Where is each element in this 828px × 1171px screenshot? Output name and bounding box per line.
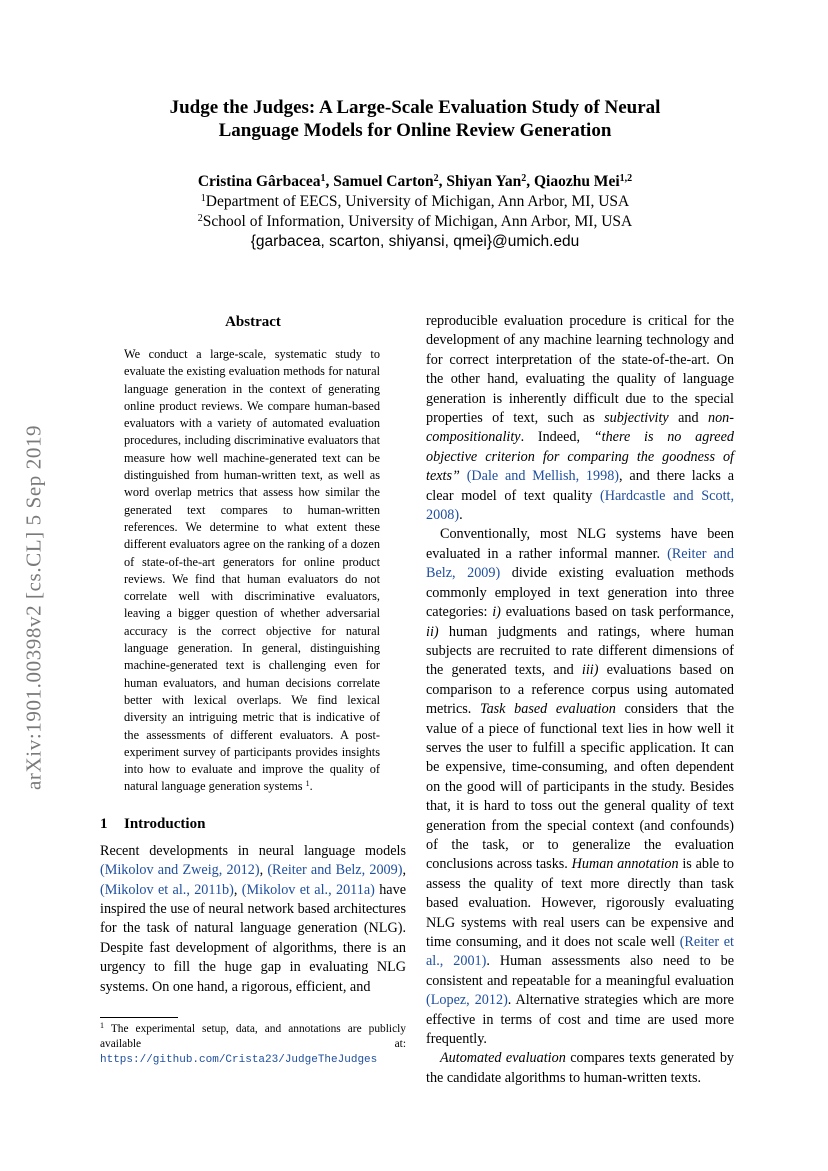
footnote-reference[interactable]: 1 (305, 779, 310, 789)
footnote-mark: 1 (100, 1021, 104, 1030)
body-text: . Human assessments also need to be consistent and repeatable for a meaningful evaluation (426, 953, 734, 989)
author-affiliation-mark: 1,2 (619, 173, 633, 184)
body-text: Recent developments in neural language models (100, 842, 406, 859)
affiliation-1-text: Department of EECS, University of Michigan, Ann Arbor, MI, USA (205, 193, 630, 210)
body-text: , (402, 862, 406, 879)
body-text: is able to assess the quality of text more directly than task based evaluation. However, rigorously evaluating NLG systems with real users can be expensive and time consuming, and it does not scale well (426, 856, 734, 950)
left-column (100, 312, 406, 997)
body-text: . (520, 429, 538, 446)
citation-link[interactable]: (Mikolov et al., 2011b) (100, 881, 234, 898)
emphasis-text: subjectivity (604, 410, 669, 427)
body-text: , (233, 881, 242, 898)
citation-link[interactable]: and Scott, 2008) (426, 487, 735, 524)
body-text: human judgments and ratings, where human subjects are recruited to rate different dimensions of the generated texts, and (426, 623, 734, 679)
author-name: Cristina Gârbacea (197, 173, 321, 190)
affiliation-2-text: School of Information, University of Michigan, Ann Arbor, MI, USA (202, 213, 633, 230)
affiliation-mark: 2 (197, 213, 203, 224)
citation-link[interactable]: (Mikolov and Zweig, 2012) (100, 862, 260, 879)
intro-paragraph-1 (100, 842, 406, 997)
abstract-text: We conduct a large-scale, systematic study to evaluate the existing evaluation methods for natural language generation in the context of generating online product reviews. We compare human-based evaluators with a variety of automated evaluation procedures, including discriminative evaluators that measure how well machine-generated text can be distinguished from human-written text, as well as word overlap metrics that assess how similar the generated text compares to human-written references. We determine to what extent these different evaluators agree on the ranking of a dozen of state-of-the-art generators for online product reviews. We find that human evaluators do not correlate well with discriminative evaluators, leaving a bigger question of whether adversarial accuracy is the correct objective for natural language generation. In general, distinguishing machine-generated text is challenging even for human evaluators, and human decisions correlate better with lexical overlaps. We find lexical diversity an intriguing metric that is indicative of the assessments of different evaluators. A post-experiment survey of participants provides insights into how to evaluate and improve the quality of natural language generation systems (124, 347, 380, 794)
author-name: Qiaozhu Mei (533, 173, 620, 190)
intro-paragraph-2 (426, 525, 734, 1049)
section-heading-introduction (100, 814, 406, 834)
author-name: Shiyan Yan (446, 173, 522, 190)
citation-link[interactable]: and Mellish, 1998) (504, 468, 620, 485)
emphasis-text: Human annotation (571, 856, 679, 873)
citation-link[interactable]: (Mikolov et al., 2011a) (241, 881, 375, 898)
body-text: considers that the value of a piece of functional text lies in how well it serves the user to fulfill a specific application. It can be expensive, time-consuming, and often dependent on the good will of participants in the study. Besides that, it is hard to toss out the general quality of text generation from the special context (and confounds) of the task, or to generalize the evaluation conclusions across tasks. (426, 701, 734, 873)
body-text: compares texts generated by the candidate algorithms to human-written texts. (426, 1050, 735, 1086)
body-text: divide existing evaluation methods commonly employed in text generation into three categories: (426, 565, 734, 621)
paper-title (100, 96, 730, 142)
author-emails[interactable]: {garbacea, scarton, shiyansi, qmei}@umich.edu (250, 233, 580, 250)
author-affiliation-mark: 1 (320, 173, 326, 184)
body-text: , (619, 468, 630, 485)
emphasis-text: “there (593, 429, 644, 446)
body-text: . Alternative strategies which are more effective in terms of cost and time are used more frequently. (426, 992, 734, 1048)
arxiv-identifier: arXiv:1901.00398v2 [cs.CL] 5 Sep 2019 (21, 424, 46, 790)
intro-paragraph-1-continued (426, 312, 734, 525)
citation-link[interactable]: (Reiter and Belz, 2009) (426, 545, 734, 582)
emphasis-text: is no agreed objective criterion for comparing the goodness of texts” (426, 429, 734, 485)
citation-link[interactable]: (Reiter et al., 2001) (426, 934, 734, 970)
body-text: have inspired the use of neural network based architectures for the task of natural language generation (NLG). Despite fast development of algorithms, there is an urgency to fill the huge gap in evaluating NLG systems. On one hand, a rigorous, efficient, and (100, 881, 406, 995)
affiliation-2 (100, 212, 730, 232)
author-name: Samuel Carton (333, 173, 434, 190)
body-text: evaluations based on comparison to a reference corpus using automated metrics. (426, 662, 734, 718)
body-text: . (459, 507, 463, 524)
footnote-divider (100, 1017, 178, 1018)
emphasis-text: iii) (581, 662, 599, 679)
citation-link[interactable]: (Dale (466, 468, 505, 485)
abstract-heading: Abstract (225, 314, 281, 330)
section-title-text: Introduction (124, 815, 206, 832)
abstract-body (124, 346, 380, 796)
affiliation-1 (100, 192, 730, 212)
footnote (100, 1022, 406, 1068)
right-column (426, 312, 734, 1088)
abstract-end: . (309, 779, 313, 794)
title-line-2: Language Models for Online Review Generation (218, 120, 612, 141)
author-affiliation-mark: 2 (433, 173, 439, 184)
citation-link[interactable]: (Reiter and Belz, 2009) (267, 862, 403, 879)
emphasis-text: Automated evaluation (440, 1050, 566, 1067)
author-block (100, 172, 730, 252)
emphasis-text: i) (492, 604, 501, 621)
emphasis-text: non-compositionality (426, 410, 734, 446)
body-text: and there lacks a clear model of text quality (426, 468, 735, 504)
body-text: evaluations based on task performance, (500, 604, 734, 621)
emphasis-text: ii) (426, 623, 439, 640)
intro-paragraph-3 (426, 1049, 734, 1088)
footnote-url-link[interactable]: https://github.com/Crista23/JudgeTheJudges (100, 1054, 378, 1066)
emphasis-text: Task based evaluation (479, 701, 616, 718)
title-line-1: Judge the Judges: A Large-Scale Evaluation Study of Neural (169, 97, 661, 118)
body-text: , (259, 862, 268, 879)
author-names: Cristina Gârbacea$^1$, Samuel Carton$^2$, Shiyan Yan$^2$, Qiaozhu Mei$^{1,2}$ (197, 173, 633, 190)
affiliation-mark: 1 (200, 193, 206, 204)
section-number: 1 (100, 815, 108, 832)
footnote-text: The experimental setup, data, and annotations are publicly available at: (100, 1023, 406, 1050)
body-text: reproducible evaluation procedure is critical for the development of any machine learning technology and for correct interpretation of the state-of-the-art. On the other hand, evaluating the quality of language generation is inherently difficult due to the special properties of text, such as (426, 313, 734, 427)
author-affiliation-mark: 2 (521, 173, 527, 184)
body-text: Indeed, (537, 429, 594, 446)
citation-link[interactable]: (Lopez, 2012) (426, 992, 508, 1009)
body-text (460, 468, 467, 484)
body-text: Conventionally, most NLG systems have been evaluated in a rather informal manner. (426, 526, 734, 562)
body-text: and (668, 410, 708, 427)
citation-link[interactable]: (Hardcastle (600, 487, 674, 504)
